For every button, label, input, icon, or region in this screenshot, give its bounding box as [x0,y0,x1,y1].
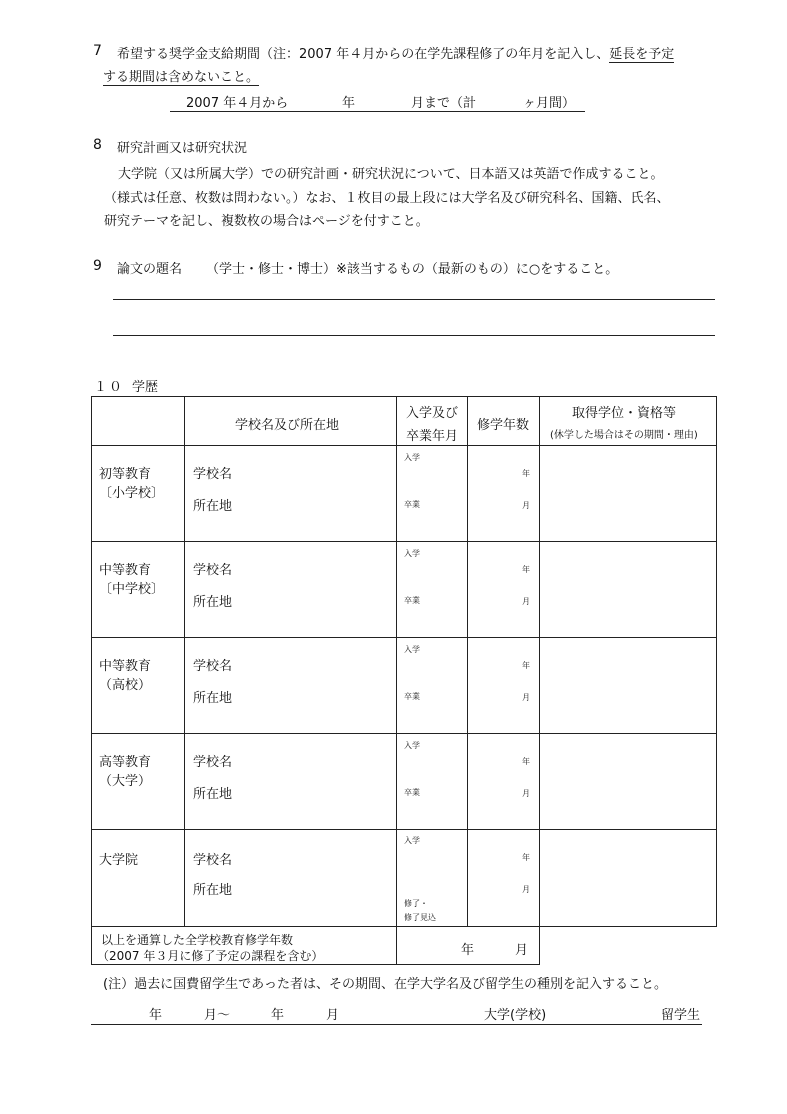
level-line1: 中等教育 [99,563,152,578]
total-month-unit: 月 [515,943,529,958]
note-month2: 月 [326,1008,340,1023]
school-name-label: 学校名 [193,563,233,578]
dates-cell [397,542,468,638]
address-label: 所在地 [193,691,233,706]
month-unit: 月 [522,597,530,606]
header-years: 修学年数 [468,397,540,446]
entry-label: 入学 [404,453,420,462]
dates-cell [397,446,468,542]
total-year-unit: 年 [461,943,475,958]
level-line1: 中等教育 [99,659,152,674]
address-label: 所在地 [193,883,233,898]
degree-cell [540,734,717,830]
school-name-label: 学校名 [193,755,233,770]
header-degree-note: (休学した場合はその期間・理由) [550,430,698,441]
header-dates [397,397,468,446]
item7-text-line1 [117,43,674,62]
note-underline [91,1024,702,1025]
item7-period-until: 月まで（計 [411,96,477,111]
item8-line1: 大学院（又は所属大学）での研究計画・研究状況について、日本語又は英語で作成すること。 [118,167,664,182]
item7-text: 希望する奨学金支給期間（注：2007 年４月からの在学先課程修了の年月を記入し、 [117,47,610,62]
school-cell [185,542,397,638]
years-cell [468,446,540,542]
exit-label: 卒業 [404,596,420,605]
years-cell [468,542,540,638]
item8-line2: （様式は任意、枚数は問わない。）なお、１枚目の最上段には大学名及び研究科名、国籍、氏名、 [104,191,670,206]
level-cell [92,446,185,542]
table-row [92,830,717,927]
dates-cell [397,734,468,830]
note-year1: 年 [149,1008,163,1023]
item7-period-year: 年 [342,96,356,111]
month-unit: 月 [522,885,530,894]
item9-number: 9 [93,258,102,274]
dates-cell [397,830,468,927]
total-label-cell [92,927,397,965]
total-value-cell [397,927,540,965]
note-university: 大学(学校) [484,1008,547,1023]
table-row [92,638,717,734]
item10-title: 学歴 [132,380,159,395]
note-student: 留学生 [661,1008,701,1023]
month-unit: 月 [522,501,530,510]
level-cell [92,830,185,927]
exit-label: 卒業 [404,692,420,701]
month-unit: 月 [522,693,530,702]
school-cell [185,734,397,830]
degree-cell [540,542,717,638]
total-row [92,927,717,965]
address-label: 所在地 [193,499,233,514]
year-unit: 年 [522,661,530,670]
school-name-label: 学校名 [193,659,233,674]
degree-cell [540,830,717,927]
entry-label: 入学 [404,645,420,654]
item7-period-from: 2007 年４月から [186,96,289,111]
item9-title-line-1 [113,299,715,300]
table-row [92,734,717,830]
header-degree-title: 取得学位・資格等 [572,406,677,421]
header-blank [92,397,185,446]
level-line1: 初等教育 [99,467,152,482]
entry-label: 入学 [404,549,420,558]
year-unit: 年 [522,757,530,766]
years-cell [468,734,540,830]
total-empty [540,927,717,965]
item9-title: 論文の題名 [117,262,183,277]
note-month1: 月～ [204,1008,231,1023]
item10-number: １０ [94,380,125,395]
school-cell [185,446,397,542]
item8-line3: 研究テーマを記し、複数枚の場合はページを付すこと。 [104,214,429,229]
address-label: 所在地 [193,595,233,610]
level-cell [92,734,185,830]
level-line2: （高校） [99,678,152,693]
month-unit: 月 [522,789,530,798]
entry-label: 入学 [404,836,420,845]
year-unit: 年 [522,853,530,862]
header-degree [540,397,717,446]
item7-number: 7 [93,43,102,59]
note-text: (注）過去に国費留学生であった者は、その期間、在学大学名及び留学生の種別を記入すること。 [103,977,667,992]
level-line1: 大学院 [99,853,139,868]
item8-number: 8 [93,137,102,153]
table-row [92,542,717,638]
exit-label: 卒業 [404,500,420,509]
education-history-table [91,396,717,965]
school-cell [185,830,397,927]
level-line2: 〔小学校〕 [99,486,165,501]
header-school: 学校名及び所在地 [185,397,397,446]
item7-text-underlined: 延長を予定 [609,47,675,62]
item9-note: （学士・修士・博士）※該当するもの（最新のもの）に○をすること。 [206,262,619,277]
level-line2: （大学） [99,774,152,789]
total-line2: （2007 年３月に修了予定の課程を含む） [97,949,324,963]
note-year2: 年 [271,1008,285,1023]
degree-cell [540,638,717,734]
address-label: 所在地 [193,787,233,802]
dates-cell [397,638,468,734]
school-cell [185,638,397,734]
school-name-label: 学校名 [193,467,233,482]
total-line1: 以上を通算した全学校教育修学年数 [101,933,294,947]
item7-period-months: ヶ月間） [523,96,576,111]
degree-cell [540,446,717,542]
item7-text-line2: する期間は含めないこと。 [103,66,259,86]
item8-title: 研究計画又は研究状況 [117,141,248,156]
year-unit: 年 [522,565,530,574]
exit-label-expected: 修了見込 [404,913,436,922]
item7-period-underline [170,111,585,112]
years-cell [468,830,540,927]
table-row [92,446,717,542]
level-line2: 〔中学校〕 [99,582,165,597]
table-header-row [92,397,717,446]
level-line1: 高等教育 [99,755,152,770]
header-dates-line1: 入学及び [406,406,459,421]
exit-label: 卒業 [404,788,420,797]
item9-title-line-2 [113,335,715,336]
school-name-label: 学校名 [193,853,233,868]
entry-label: 入学 [404,741,420,750]
level-cell [92,542,185,638]
level-cell [92,638,185,734]
exit-label: 修了・ [404,899,428,908]
years-cell [468,638,540,734]
header-dates-line2: 卒業年月 [406,429,459,444]
year-unit: 年 [522,469,530,478]
